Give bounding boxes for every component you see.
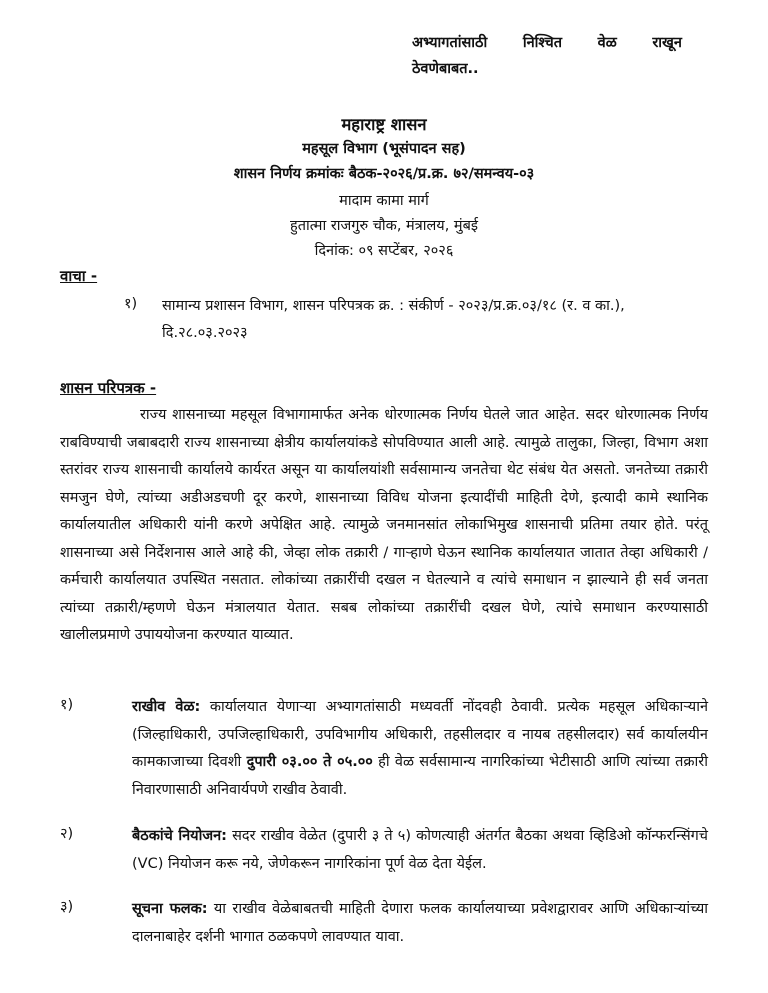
item-number: १): [60, 697, 74, 713]
item-title: बैठकांचे नियोजन:: [132, 828, 227, 844]
references-heading: वाचा -: [60, 267, 98, 285]
subject-line-2: ठेवणेबाबत..: [412, 61, 479, 77]
gr-number: शासन निर्णय क्रमांकः बैठक-२०२६/प्र.क्र. ७२/समन्वय-०३: [233, 166, 535, 182]
circular-paragraph: राज्य शासनाच्या महसूल विभागामार्फत अनेक धोरणात्मक निर्णय घेतले जात आहेत. सदर धोरणात्मक निर्णय राबविण्याची जबाबदारी राज्य शासनाच्या क्षेत्रीय कार्यालयांकडे सोपविण्यात आली आहे. त्यामुळे तालुका, जिल्हा, विभाग अशा स्तरांवर राज्य शासनाची कार्यालये कार्यरत असून या कार्यालयांशी सर्वसामान्य जनतेचा थेट संबंध येत असतो. जनतेच्या तक्रारी समजुन घेणे, त्यांच्या अडीअडचणी दूर करणे, शासनाच्या विविध योजना इत्यादींची माहिती देणे, इत्यादी कामे स्थानिक कार्यालयातील अधिकारी यांनी करणे अपेक्षित आहे. त्यामुळे जनमानसांत लोकाभिमुख शासनाची प्रतिमा तयार होते. परंतू शासनाच्या असे निर्देशनास आले आहे की, जेव्हा लोक तक्रारी / गाऱ्हाणे घेऊन स्थानिक कार्यालयात जातात तेव्हा अधिकारी / कर्मचारी कार्यालयात उपस्थित नसतात. लोकांच्या तक्रारींची दखल न घेतल्याने व त्यांचे समाधान न झाल्याने ही सर्व जनता त्यांच्या तक्रारी/म्हणणे घेऊन मंत्रालयात येतात. सबब लोकांच्या तक्रारींची दखल घेणे, त्यांचे समाधान करण्यासाठी खालीलप्रमाणे उपाययोजना करण्यात याव्यात.: [60, 407, 708, 643]
item-2-body: [132, 823, 708, 878]
subject-line-1: [412, 30, 682, 56]
subject-block: [412, 30, 682, 82]
item-text: सदर राखीव वेळेत (दुपारी ३ ते ५) कोणत्याही अंतर्गत बैठका अथवा व्हिडिओ कॉन्फरन्सिंगचे (VC) नियोजन करू नये, जेणेकरून नागरिकांना पूर्ण वेळ देता येईल.: [132, 828, 708, 872]
department-name: महसूल विभाग (भूसंपादन सह): [302, 141, 466, 157]
item-title: राखीव वेळ:: [132, 699, 201, 715]
item-text: या राखीव वेळेबाबतची माहिती देणारा फलक कार्यालयाच्या प्रवेशद्वारावर आणि अधिकाऱ्यांच्या दालनाबाहेर दर्शनी भागात ठळकपणे लावण्यात यावा.: [132, 901, 708, 945]
item-title: सूचना फलक:: [132, 901, 208, 917]
subject-word: राखून: [652, 35, 682, 51]
subject-word: अभ्यागतांसाठी: [412, 35, 488, 51]
reference-text: सामान्य प्रशासन विभाग, शासन परिपत्रक क्र. : संकीर्ण - २०२३/प्र.क्र.०३/१८ (र. व का.), दि.२८.०३.२०२३: [162, 298, 625, 341]
item-3-body: [132, 896, 708, 951]
item-number: २): [60, 826, 74, 842]
reference-number: १): [124, 296, 138, 312]
item-1-body: [132, 694, 708, 804]
document-date: दिनांक: ०९ सप्टेंबर, २०२६: [314, 243, 454, 259]
subject-word: निश्चित: [522, 35, 563, 51]
subject-word: वेळ: [597, 35, 617, 51]
circular-heading: शासन परिपत्रक -: [60, 379, 157, 397]
item-text: ही वेळ सर्वसामान्य नागरिकांच्या भेटीसाठी आणि त्यांच्या तक्रारी निवारणासाठी अनिवार्यपणे राखीव ठेवावी.: [132, 754, 708, 798]
item-number: ३): [60, 899, 74, 915]
address-line-2: हुतात्मा राजगुरु चौक, मंत्रालय, मुंबई: [290, 218, 478, 234]
government-title: महाराष्ट्र शासन: [341, 115, 427, 134]
item-bold-time: दुपारी ०३.०० ते ०५.००: [246, 754, 373, 770]
item-text: कार्यालयात येणाऱ्या अभ्यागतांसाठी मध्यवर्ती नोंदवही ठेवावी. प्रत्येक महसूल अधिकाऱ्याने (जिल्हाधिकारी, उपजिल्हाधिकारी, उपविभागीय अधिकारी, तहसीलदार व नायब तहसीलदार) सर्व कार्यालयीन कामकाजाच्या दिवशी: [132, 699, 709, 770]
address-line-1: मादाम कामा मार्ग: [339, 193, 429, 209]
